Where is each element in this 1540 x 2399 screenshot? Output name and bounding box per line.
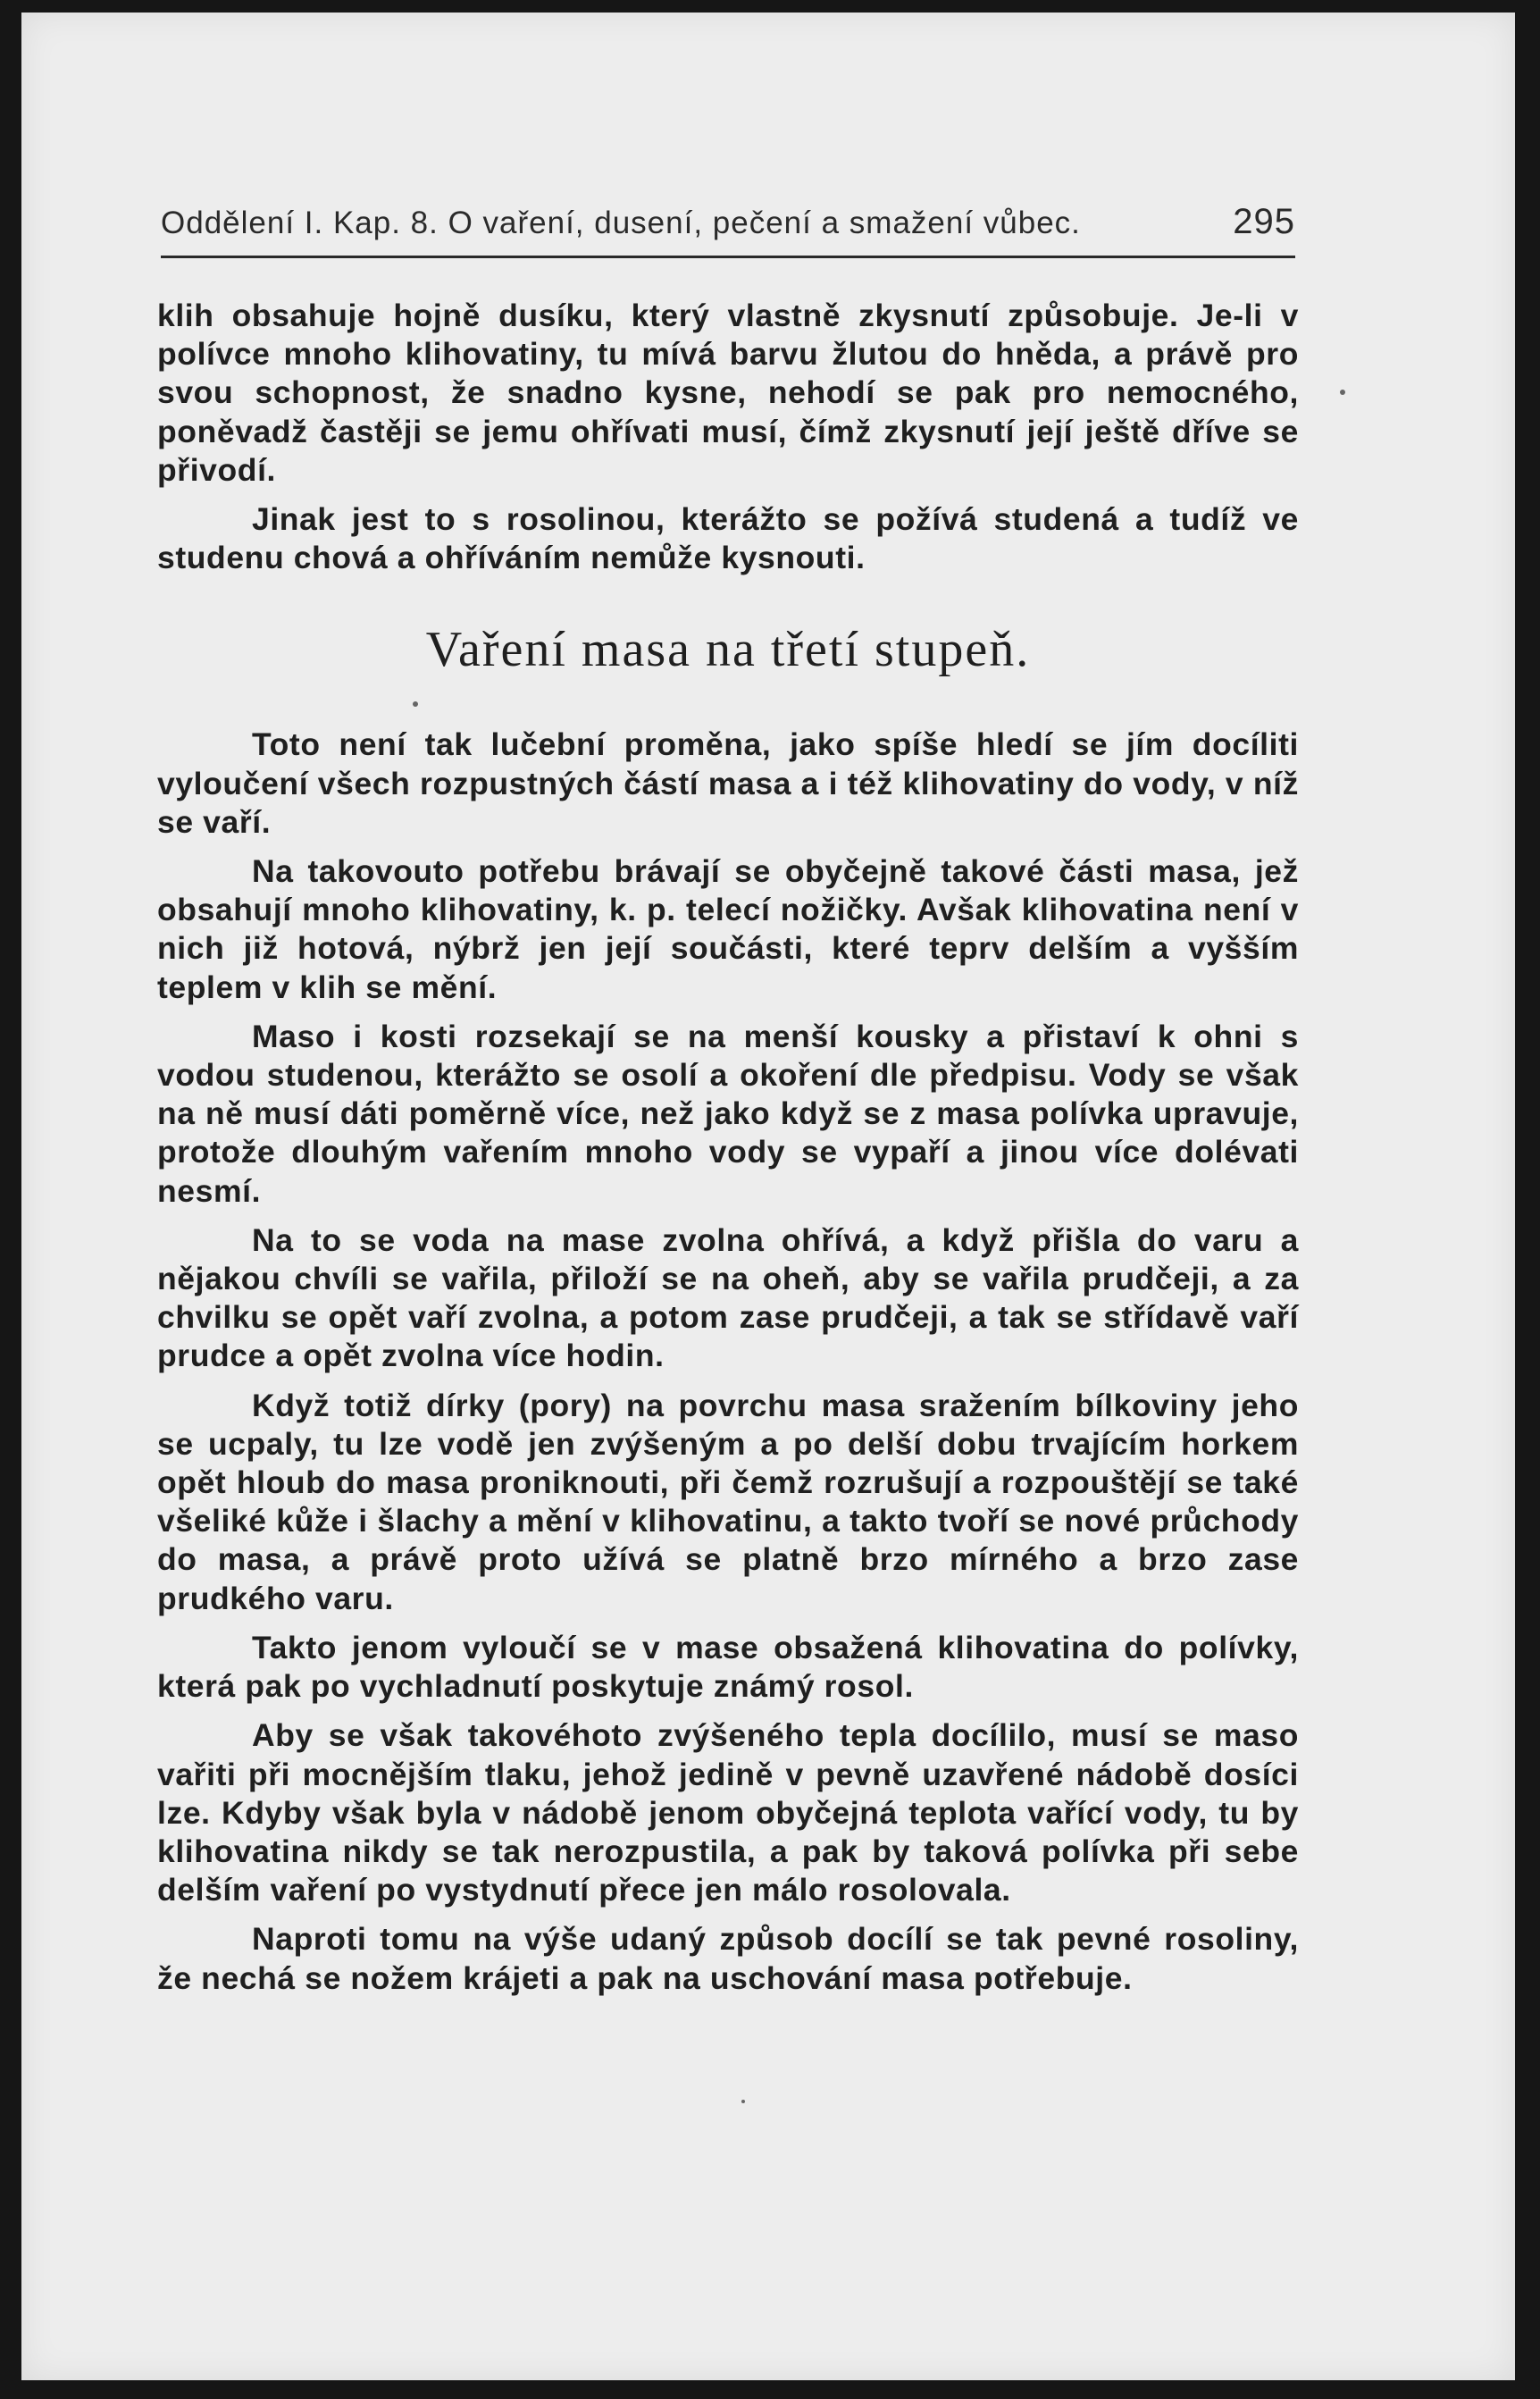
paragraph: Toto není tak lučební proměna, jako spíše hledí se jím docíliti vyloučení všech rozpustných částí masa a i též klihovatiny do vody, v níž se vaří. [157, 726, 1299, 840]
running-head: Oddělení I. Kap. 8. O vaření, dusení, pečení a smažení vůbec. [161, 206, 1081, 240]
header-rule [161, 256, 1295, 258]
scan-speck [1340, 390, 1345, 395]
scan-speck [741, 2100, 745, 2103]
paragraph: Jinak jest to s rosolinou, kterážto se požívá studená a tudíž ve studenu chová a ohříváním nemůže kysnouti. [157, 501, 1299, 576]
section-title: Vaření masa na třetí stupeň. [425, 622, 1031, 678]
paragraph: Na to se voda na mase zvolna ohřívá, a když přišla do varu a nějakou chvíli se vařila, přiloží se na oheň, aby se vařila prudčeji, a za chvilku se opět vaří zvolna, a potom zase prudčeji, a tak se střídavě vaří prudce a opět zvolna více hodin. [157, 1221, 1299, 1374]
paragraph: Když totiž dírky (pory) na povrchu masa sražením bílkoviny jeho se ucpaly, tu lze vodě jen zvýšeným a po delší dobu trvajícím horkem opět hloub do masa proniknouti, při čemž rozrušují a rozpouštějí se také všeliké kůže i šlachy a mění v klihovatinu, a takto tvoří se nové průchody do masa, a právě proto užívá se platně brzo mírného a brzo zase prudkého varu. [157, 1387, 1299, 1616]
paragraph: klih obsahuje hojně dusíku, který vlastně zkysnutí způsobuje. Je-li v polívce mnoho klihovatiny, tu mívá barvu žlutou do hněda, a právě pro svou schopnost, že snadno kysne, nehodí se pak pro nemocného, poněvadž častěji se jemu ohřívati musí, čímž zkysnutí její ještě dříve se přivodí. [157, 298, 1299, 488]
scan-speck [413, 701, 418, 707]
paragraph: Na takovouto potřebu brávají se obyčejně takové části masa, jež obsahují mnoho klihovatiny, k. p. telecí nožičky. Avšak klihovatina není v nich již hotová, nýbrž jen její součásti, které teprv delším a vyšším teplem v klih se mění. [157, 853, 1299, 1005]
body-text [157, 297, 1299, 1998]
page-number: 295 [1233, 202, 1295, 241]
paragraph: Maso i kosti rozsekají se na menší kousky a přistaví k ohni s vodou studenou, kterážto se osolí a okoření dle předpisu. Vody se však na ně musí dáti poměrně více, než jako když se z masa polívka upravuje, protože dlouhým vařením mnoho vody se vypaří a jinou více dolévati nesmí. [157, 1018, 1299, 1209]
page-header [161, 202, 1295, 242]
paragraph: Takto jenom vyloučí se v mase obsažená klihovatina do polívky, která pak po vychladnutí poskytuje známý rosol. [157, 1629, 1299, 1705]
paragraph: Aby se však takovéhoto zvýšeného tepla docílilo, musí se maso vařiti při mocnějším tlaku, jehož jedině v pevně uzavřené nádobě dosíci lze. Kdyby však byla v nádobě jenom obyčejná teplota vařící vody, tu by klihovatina nikdy se tak nerozpustila, a pak by taková polívka při sebe delším vaření po vystydnutí přece jen málo rosolovala. [157, 1717, 1299, 1908]
paragraph: Naproti tomu na výše udaný způsob docílí se tak pevné rosoliny, že nechá se nožem krájeti a pak na uschování masa potřebuje. [157, 1921, 1299, 1996]
